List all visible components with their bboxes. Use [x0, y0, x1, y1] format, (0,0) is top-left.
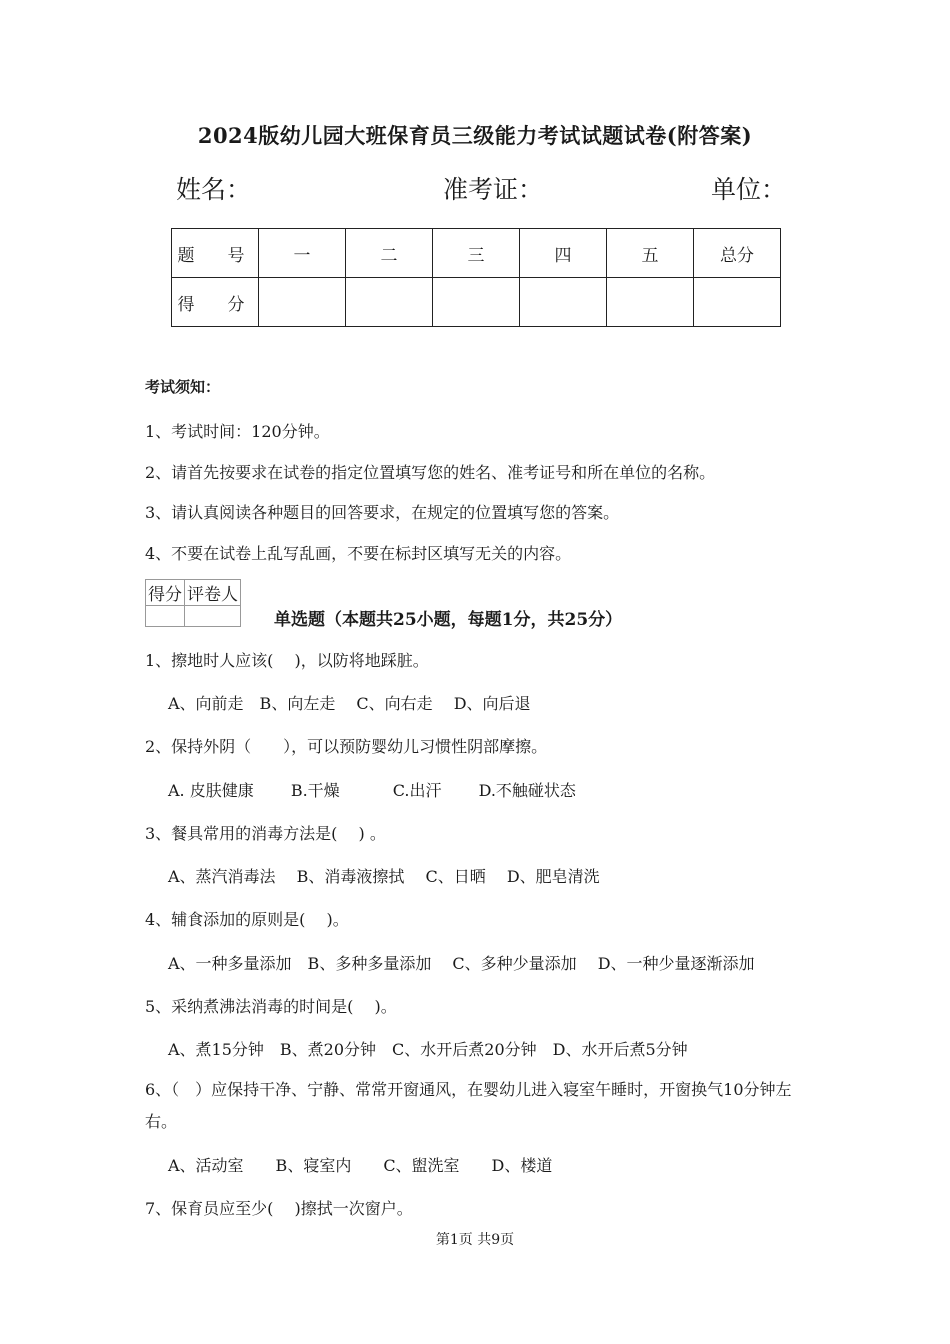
- score-table: [171, 228, 781, 327]
- header-cell: 题 号: [172, 229, 259, 278]
- grader-score-label: 得分: [146, 580, 185, 606]
- header-cell: 三: [433, 229, 520, 278]
- score-table-score-row: [172, 278, 781, 327]
- header-cell: 二: [346, 229, 433, 278]
- question-3-options: A、蒸汽消毒法 B、消毒液擦拭 C、日晒 D、肥皂清洗: [168, 867, 600, 886]
- question-7: 7、保育员应至少( )擦拭一次窗户。: [145, 1199, 413, 1218]
- header-cell: 四: [520, 229, 607, 278]
- grader-name-label: 评卷人: [185, 580, 241, 606]
- question-4-options: A、一种多量添加 B、多种多量添加 C、多种少量添加 D、一种少量逐渐添加: [168, 954, 755, 973]
- header-cell: 总分: [694, 229, 781, 278]
- note-item: 3、请认真阅读各种题目的回答要求，在规定的位置填写您的答案。: [145, 503, 620, 522]
- question-1-options: A、向前走 B、向左走 C、向右走 D、向后退: [168, 694, 531, 713]
- score-cell[interactable]: [346, 278, 433, 327]
- section-title: 单选题（本题共25小题，每题1分，共25分）: [274, 610, 623, 630]
- grader-table: [145, 579, 241, 627]
- score-row-label: 得 分: [172, 278, 259, 327]
- note-item: 4、不要在试卷上乱写乱画，不要在标封区填写无关的内容。: [145, 544, 572, 563]
- question-3: 3、餐具常用的消毒方法是( ) 。: [145, 824, 386, 843]
- question-2: 2、保持外阴（ ），可以预防婴幼儿习惯性阴部摩擦。: [145, 737, 548, 756]
- header-cell: 一: [259, 229, 346, 278]
- question-1: 1、擦地时人应该( )，以防将地踩脏。: [145, 651, 429, 670]
- note-item: 1、考试时间：120分钟。: [145, 422, 330, 441]
- question-4: 4、辅食添加的原则是( )。: [145, 910, 349, 929]
- question-6: 6、（ ）应保持干净、宁静、常常开窗通风，在婴幼儿进入寝室午睡时，开窗换气10分钟左右。: [145, 1080, 792, 1131]
- score-cell[interactable]: [259, 278, 346, 327]
- exam-id-label: 准考证：: [443, 175, 544, 204]
- score-table-header-row: [172, 229, 781, 278]
- header-cell: 五: [607, 229, 694, 278]
- question-2-options: A. 皮肤健康 B.干燥 C.出汗 D.不触碰状态: [168, 781, 576, 800]
- unit-label: 单位：: [711, 175, 787, 204]
- page-title: 2024版幼儿园大班保育员三级能力考试试题试卷(附答案): [197, 123, 753, 148]
- grader-name-cell[interactable]: [185, 606, 241, 627]
- name-label: 姓名：: [176, 175, 252, 204]
- notes-title: 考试须知：: [145, 378, 221, 396]
- question-5: 5、采纳煮沸法消毒的时间是( )。: [145, 997, 397, 1016]
- grader-score-cell[interactable]: [146, 606, 185, 627]
- page-footer: 第1页 共9页: [435, 1232, 515, 1248]
- score-cell[interactable]: [520, 278, 607, 327]
- question-6-options: A、活动室 B、寝室内 C、盥洗室 D、楼道: [168, 1156, 553, 1175]
- note-item: 2、请首先按要求在试卷的指定位置填写您的姓名、准考证号和所在单位的名称。: [145, 463, 716, 482]
- score-cell[interactable]: [694, 278, 781, 327]
- score-cell[interactable]: [433, 278, 520, 327]
- question-5-options: A、煮15分钟 B、煮20分钟 C、水开后煮20分钟 D、水开后煮5分钟: [168, 1040, 688, 1059]
- score-cell[interactable]: [607, 278, 694, 327]
